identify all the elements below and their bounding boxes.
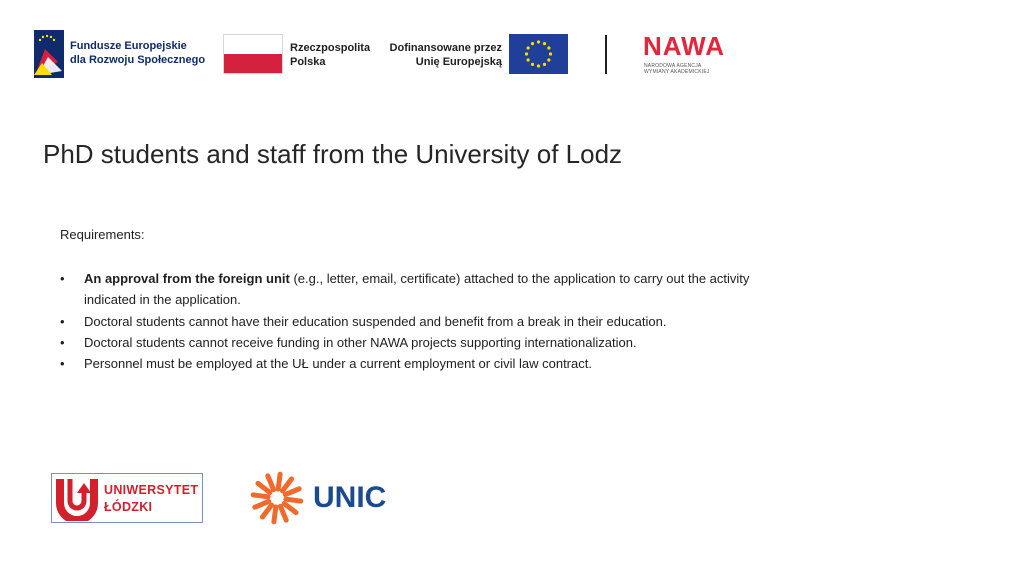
eu-star-icon (547, 58, 550, 61)
eu-flag-icon (509, 34, 568, 74)
nawa-sub-line1: NARODOWA AGENCJA (644, 63, 702, 69)
bullet: • (60, 271, 65, 286)
unic-ray (258, 483, 270, 492)
fe-logo-line1: Fundusze Europejskie (70, 40, 187, 52)
unic-ray (253, 495, 268, 497)
eu-star-icon (531, 42, 534, 45)
unic-ray (278, 474, 280, 489)
eu-star-icon (527, 58, 530, 61)
eu-star-icon (543, 42, 546, 45)
logo-divider (605, 35, 607, 74)
unic-ray (284, 503, 296, 512)
list-item (60, 353, 780, 374)
list-item-text: Personnel must be employed at the UŁ under a current employment or civil law contract. (84, 356, 592, 372)
ul-arrow-mark-icon (54, 475, 100, 521)
unic-ray (268, 476, 274, 490)
list-item (60, 268, 780, 311)
poland-flag-icon (223, 34, 283, 74)
list-item-text: Doctoral students cannot have their education suspended and benefit from a break in their education. (84, 313, 667, 329)
bullet: • (60, 334, 65, 350)
fe-logo-line2: dla Rozwoju Społecznego (70, 54, 206, 66)
unic-logo-word: UNIC (313, 481, 387, 514)
fe-logo-text (70, 39, 205, 67)
unic-ray (262, 505, 271, 517)
ul-logo-text (104, 482, 198, 516)
eu-logo-text (370, 41, 502, 69)
unic-ray (285, 489, 299, 495)
eu-logo-line1: Dofinansowane przez (389, 42, 502, 54)
unic-ray (274, 507, 276, 522)
list-item (60, 332, 780, 353)
nawa-sub-line2: WYMIANY AKADEMICKIEJ (644, 69, 710, 75)
unic-starburst-icon (250, 471, 304, 525)
unic-ray (282, 479, 291, 491)
eu-star-icon (537, 64, 540, 67)
page-title: PhD students and staff from the University of Lodz (43, 139, 623, 169)
nawa-logo-subtitle (644, 63, 710, 75)
ul-logo-line1: UNIWERSYTET (104, 483, 199, 497)
eu-star-icon (547, 46, 550, 49)
eu-star-icon (537, 40, 540, 43)
list-item-bold: An approval from the foreign unit (84, 271, 290, 286)
requirements-label: Requirements: (60, 227, 145, 242)
pl-logo-line1: Rzeczpospolita (290, 42, 371, 54)
bullet: • (60, 356, 65, 372)
unic-ray (255, 501, 269, 507)
eu-star-icon (527, 46, 530, 49)
unic-ray (280, 506, 286, 520)
eu-logo-line2: Unię Europejską (415, 56, 502, 68)
eu-star-icon (525, 52, 528, 55)
requirements-list (60, 268, 780, 374)
eu-star-icon (549, 52, 552, 55)
bullet: • (60, 313, 65, 329)
pl-logo-text (290, 41, 370, 69)
unic-ray (286, 499, 301, 501)
eu-star-icon (543, 63, 546, 66)
list-item-text: (e.g., letter, email, certificate) attached to the application to carry out the activity indicated in the application. (84, 271, 750, 308)
ul-logo-line2: ŁÓDZKI (104, 500, 153, 514)
eu-star-icon (531, 63, 534, 66)
pl-logo-line2: Polska (290, 56, 326, 68)
list-item (60, 311, 780, 332)
list-item-text: Doctoral students cannot receive funding in other NAWA projects supporting internationalization. (84, 334, 637, 350)
nawa-logo-word: NAWA (643, 31, 725, 61)
